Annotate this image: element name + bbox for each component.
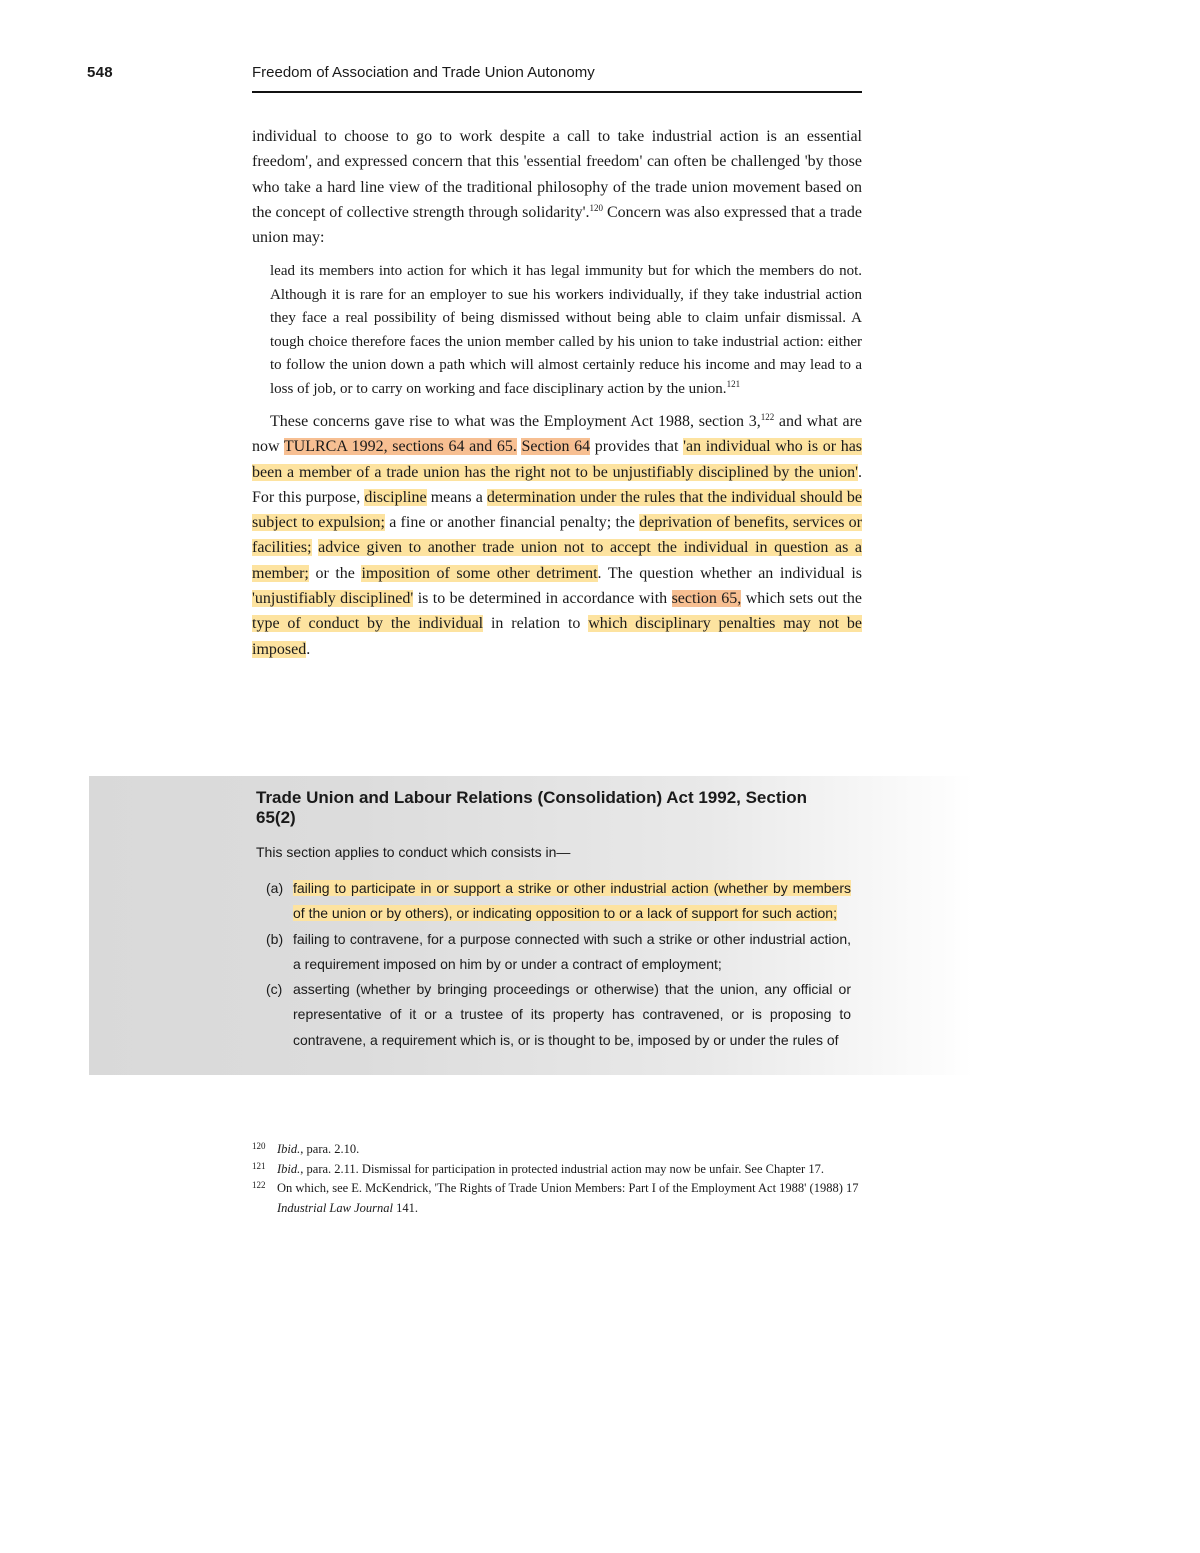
footnote-text: 141.: [393, 1200, 418, 1215]
footnote-122: [252, 1179, 864, 1218]
p2-text: .: [306, 640, 311, 658]
p2-text: which sets out the: [741, 590, 863, 607]
footnote-number: 121: [252, 1160, 266, 1171]
highlight-yellow[interactable]: which disciplinary penalties may not be imposed: [252, 615, 862, 658]
p2-text: and what are now: [252, 412, 862, 456]
p2-text: . For this purpose,: [252, 463, 862, 506]
p2-text: . The question whether an individual is: [597, 564, 863, 582]
item-label: (c): [266, 981, 283, 998]
highlight-yellow[interactable]: advice given to another trade union not to accept the individual in question as a member;: [252, 539, 863, 582]
body-text: [252, 124, 862, 662]
p1-tail: Concern was also expressed that a trade union may:: [252, 203, 863, 247]
statute-item-a: [256, 876, 851, 927]
footnote-italic: Ibid.: [277, 1161, 301, 1176]
p2-text: provides that: [590, 438, 684, 456]
highlight-yellow[interactable]: discipline: [364, 488, 427, 506]
footnote-121: [252, 1160, 864, 1180]
p2-text: is to be determined in accordance with: [413, 590, 672, 607]
footnote-ref-122[interactable]: 122: [760, 411, 775, 422]
item-text: failing to contravene, for a purpose connected with such a strike or other industrial action, a requirement imposed on him by or under a contract of employment;: [293, 930, 851, 972]
statute-box: [89, 776, 974, 1075]
statute-intro: This section applies to conduct which consists in—: [256, 844, 571, 860]
footnote-text: , para. 2.10.: [300, 1142, 360, 1156]
p2-text: means a: [426, 488, 487, 506]
page-number: 548: [87, 64, 113, 81]
item-label: (a): [266, 880, 284, 896]
p2-text: a fine or another financial penalty; the: [384, 514, 640, 532]
footnote-ref-121[interactable]: 121: [726, 378, 741, 389]
block-quote: [270, 260, 862, 400]
item-label: (b): [266, 930, 284, 947]
footnote-120: [252, 1140, 864, 1160]
paragraph-1: [252, 124, 862, 250]
highlight-yellow[interactable]: imposition of some other detriment: [361, 564, 598, 582]
footnote-italic: Ibid.: [277, 1142, 301, 1156]
quote-text: lead its members into action for which it has legal immunity but for which the members do not. Although it is rare for an employer to sue his workers individually, if they take industrial action they face a real possibility of being dismissed without being able to claim unfair dismissal. A tough choice therefore faces the union member called by his union to take industrial action: either to follow the union down a path which will almost certainly reduce his income and may lead to a loss of job, or to carry on working and face disciplinary action by the union.: [270, 263, 862, 397]
highlight-yellow[interactable]: type of conduct by the individual: [252, 615, 484, 633]
highlight-yellow[interactable]: 'an individual who is or has been a member of a trade union has the right not to be unjustifiably disciplined by the union': [252, 438, 863, 481]
highlight-yellow[interactable]: 'unjustifiably disciplined': [252, 590, 414, 607]
footnote-number: 122: [252, 1180, 266, 1190]
footnotes: [252, 1140, 864, 1218]
highlight-orange[interactable]: TULRCA 1992, sections 64 and 65.: [283, 438, 517, 456]
statute-item-c: [256, 977, 851, 1053]
p1-text: individual to choose to go to work despite a call to take industrial action is an essential freedom', and expressed concern that this 'essential freedom' can often be challenged 'by those who take a hard line view of the traditional philosophy of the trade union movement based on the concept of collective strength through solidarity'.: [252, 128, 862, 221]
footnote-number: 120: [252, 1141, 266, 1151]
paragraph-2: [252, 409, 862, 662]
highlight-yellow[interactable]: failing to participate in or support a strike or other industrial action (whether by members of the union or by others), or indicating opposition to or a lack of support for such action;: [293, 880, 851, 922]
p2-text: These concerns gave rise to what was the Employment Act 1988, section 3,: [270, 412, 761, 430]
footnote-text: , para. 2.11. Dismissal for participation in protected industrial action may now be unfair. See Chapter 17.: [300, 1161, 824, 1176]
highlight-yellow[interactable]: determination under the rules that the individual should be subject to expulsion;: [252, 488, 863, 532]
running-title: Freedom of Association and Trade Union Autonomy: [252, 64, 862, 93]
highlight-yellow[interactable]: deprivation of benefits, services or facilities;: [252, 514, 863, 557]
statute-item-b: [256, 927, 851, 978]
footnote-italic: Industrial Law Journal: [277, 1200, 393, 1215]
item-text: asserting (whether by bringing proceedings or otherwise) that the union, any official or representative of it or a trustee of its property has contravened, or is proposing to contravene, a requirement which is, or is thought to be, imposed by or under the rules of: [293, 981, 851, 1048]
statute-title: Trade Union and Labour Relations (Consolidation) Act 1992, Section 65(2): [256, 788, 807, 827]
p2-text: in relation to: [483, 615, 589, 633]
footnote-text: On which, see E. McKendrick, 'The Rights of Trade Union Members: Part I of the Employment Act 1988' (1988) 17: [277, 1181, 859, 1195]
footnote-ref-120[interactable]: 120: [589, 202, 603, 213]
highlight-orange[interactable]: section 65,: [671, 590, 742, 607]
statute-items: [256, 876, 851, 1053]
p2-text: or the: [308, 564, 362, 582]
statute-box-content: [256, 788, 851, 1053]
highlight-orange[interactable]: Section 64: [521, 438, 591, 456]
